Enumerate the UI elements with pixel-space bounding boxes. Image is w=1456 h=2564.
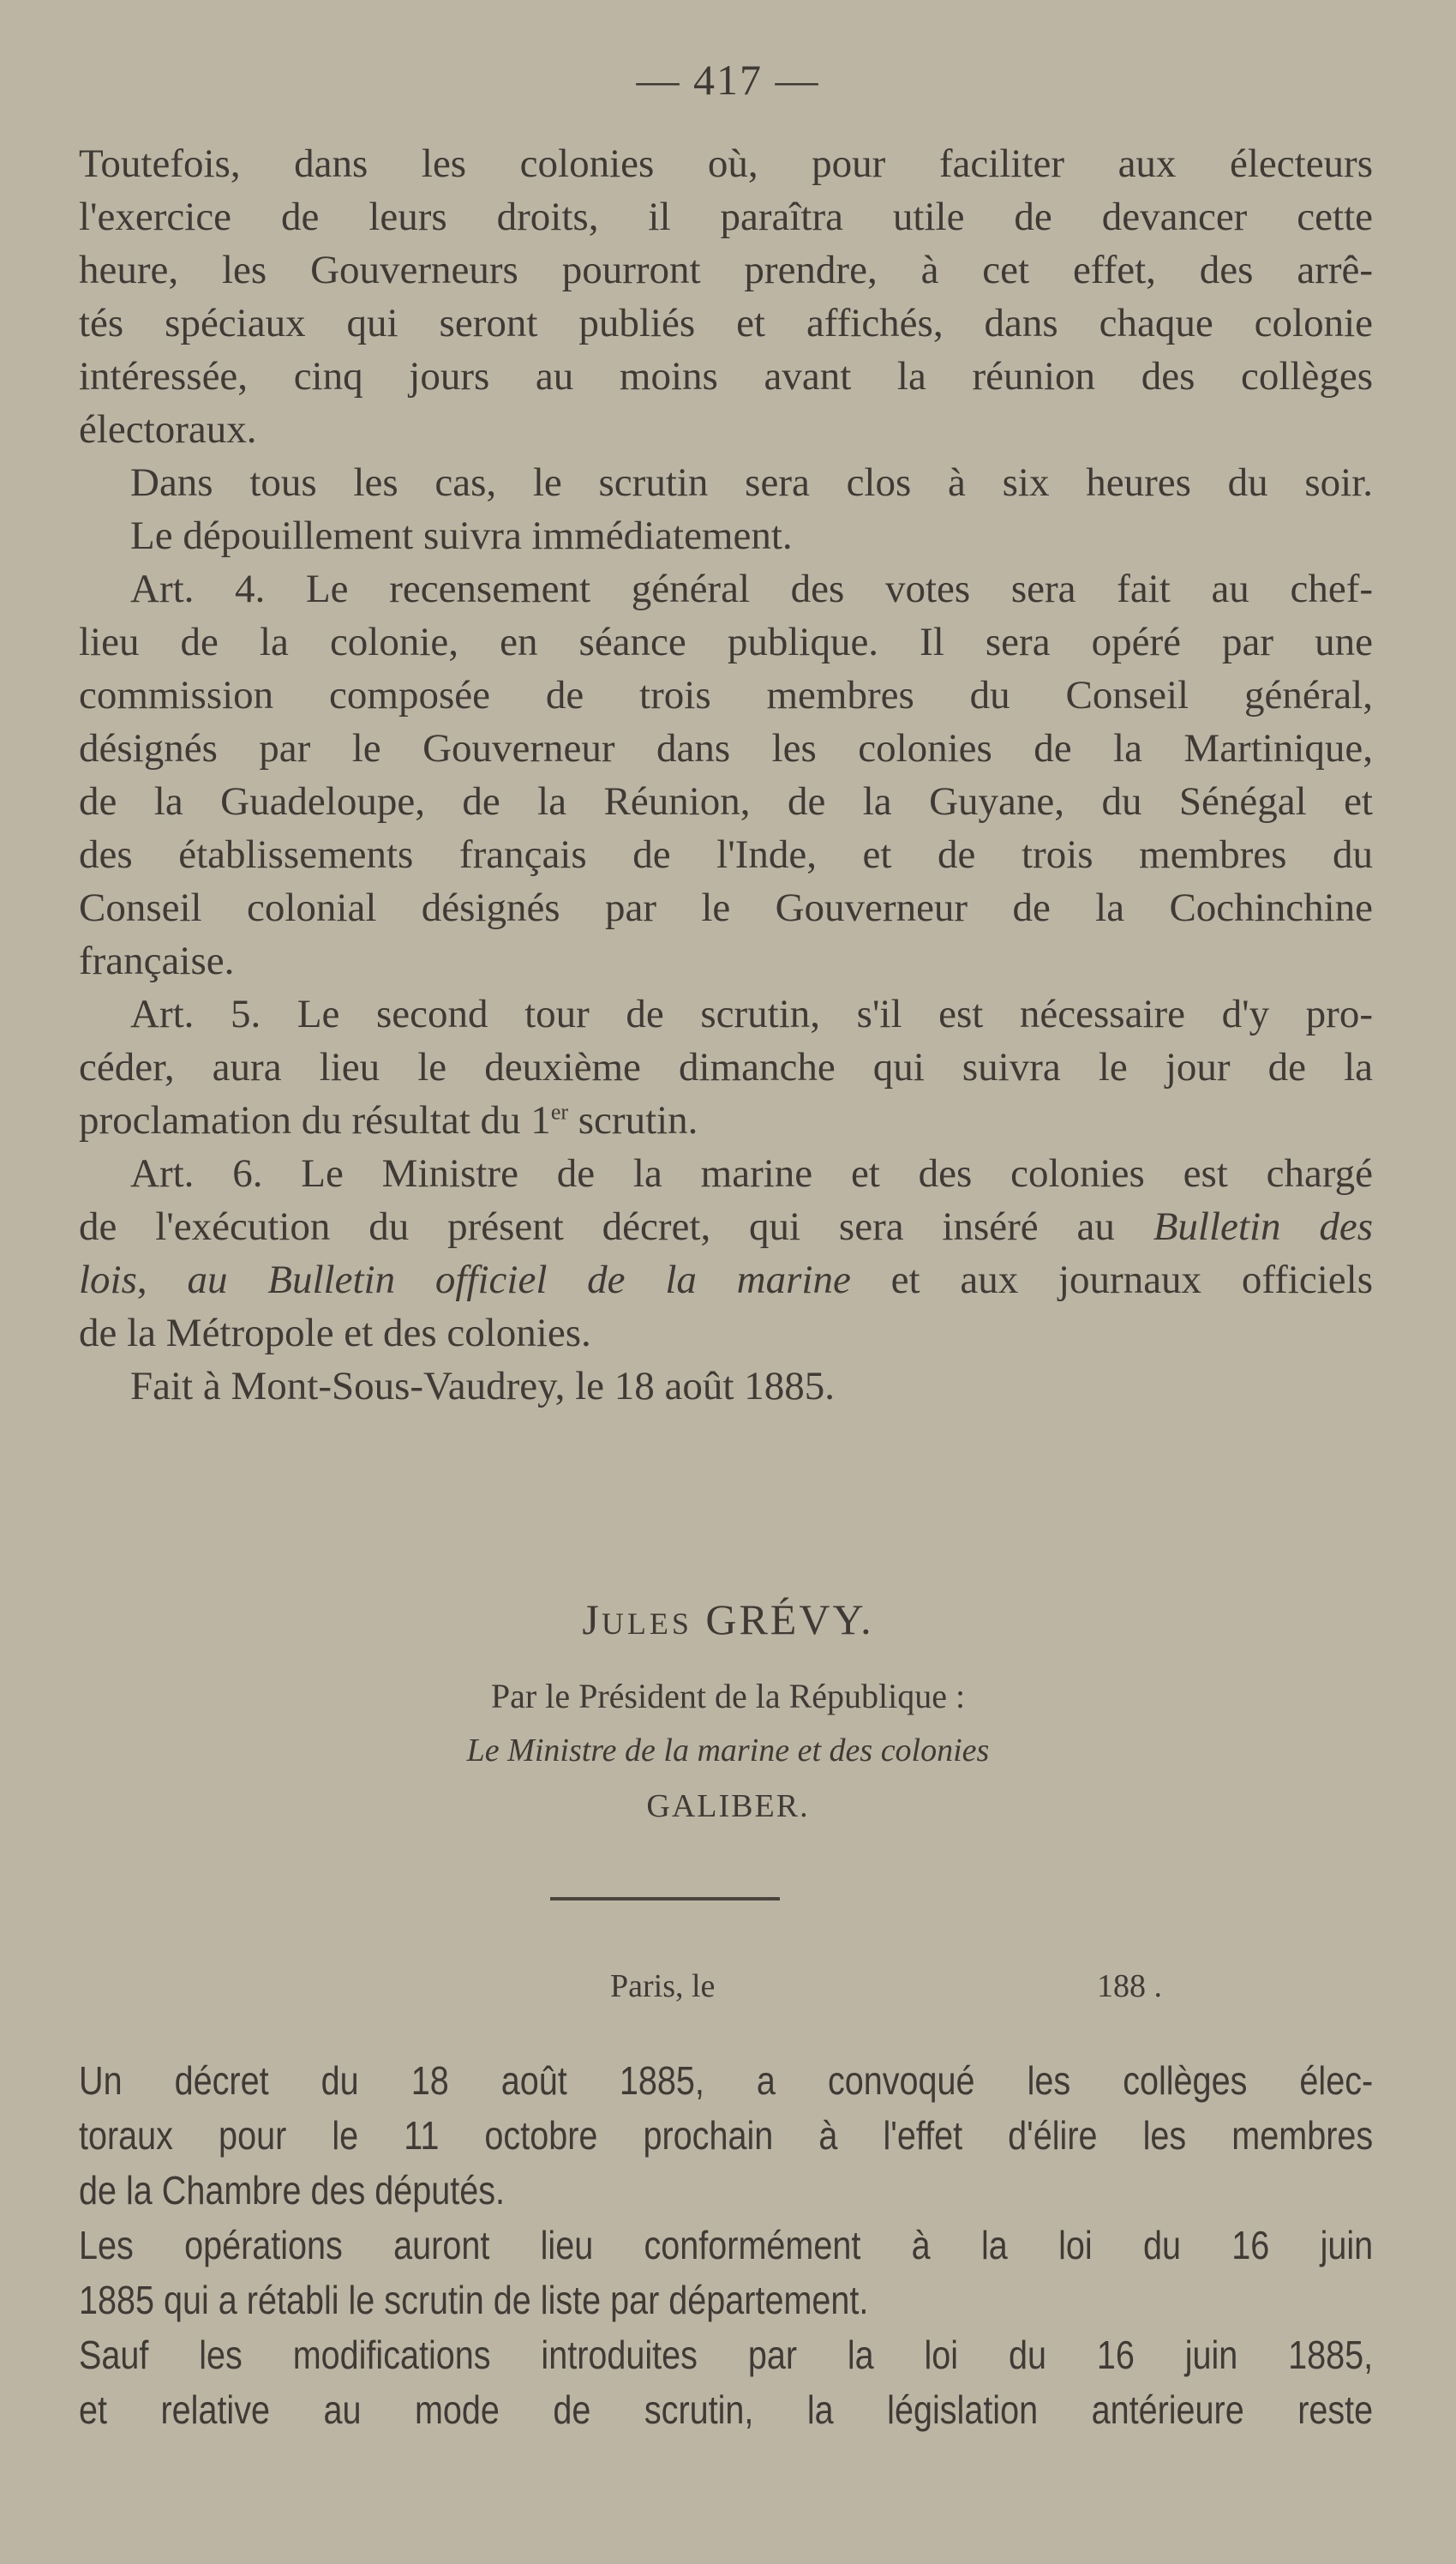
divider [550,1897,780,1900]
text-line [79,1253,1373,1306]
text-line: désignés par le Gouverneur dans les colonies de la Martinique, [79,726,1373,771]
signature-last: GRÉVY. [705,1595,874,1643]
text-line: Sauf les modifications introduites par la loi du 16 juin 1885, [79,2333,1374,2377]
text-span: proclamation du résultat du 1 [79,1098,551,1143]
text-line [79,1200,1373,1253]
text-line: 1885 qui a rétabli le scrutin de liste par département. [79,2278,869,2322]
text-line: toraux pour le 11 octobre prochain à l'effet d'élire les membres [79,2113,1374,2158]
text-line: Un décret du 18 août 1885, a convoqué les collèges élec- [79,2058,1374,2103]
text-span: et aux journaux officiels [850,1258,1373,1302]
text-line: Le dépouillement suivra immédiatement. [130,513,793,558]
text-line: heure, les Gouverneurs pourront prendre, à cet effet, des arrê- [79,248,1373,292]
dateline-year: 188 . [1097,1968,1162,2004]
text-line: de la Chambre des députés. [79,2168,506,2213]
text-line: et relative au mode de scrutin, la législation antérieure reste [79,2387,1374,2432]
circular-text [79,2053,1373,2437]
text-line: électoraux. [79,407,257,452]
text-line: Dans tous les cas, le scrutin sera clos à six heures du soir. [130,460,1373,505]
decree-text [79,137,1373,1413]
signature-first-rest: ULES [601,1606,692,1641]
minister-title: Le Ministre de la marine et des colonies [466,1732,990,1768]
text-span: de l'exécution du présent décret, qui sera inséré au [79,1204,1153,1249]
text-line: céder, aura lieu le deuxième dimanche qui suivra le jour de la [79,1045,1373,1090]
text-line: de la Guadeloupe, de la Réunion, de la Guyane, du Sénégal et [79,779,1373,824]
text-line [79,1094,1373,1147]
text-line: commission composée de trois membres du Conseil général, [79,673,1373,718]
text-span: , [136,1258,188,1302]
text-line: tés spéciaux qui seront publiés et affichés, dans chaque colonie [79,301,1373,345]
signature-initial: J [582,1595,602,1643]
text-line: Les opérations auront lieu conformément à la loi du 16 juin [79,2223,1374,2267]
article-4-line: Art. 4. Le recensement général des votes sera fait au chef- [130,567,1373,611]
text-line: Conseil colonial désignés par le Gouverneur de la Cochinchine [79,886,1373,930]
text-line: des établissements français de l'Inde, et de trois membres du [79,832,1373,877]
article-5-line: Art. 5. Le second tour de scrutin, s'il est nécessaire d'y pro- [130,992,1373,1036]
text-line: l'exercice de leurs droits, il paraîtra utile de devancer cette [79,195,1373,239]
text-line: lieu de la colonie, en séance publique. Il sera opéré par une [79,620,1373,664]
text-line: française. [79,939,235,983]
article-6-line: Art. 6. Le Ministre de la marine et des colonies est chargé [130,1151,1373,1196]
text-span: scrutin. [568,1098,698,1143]
page-number: — 417 — [636,56,820,104]
fait-line: Fait à Mont-Sous-Vaudrey, le 18 août 1885. [130,1364,835,1408]
minister-name: GALIBER. [646,1788,810,1824]
text-line: Toutefois, dans les colonies où, pour faciliter aux électeurs [79,141,1373,186]
italic-text: au Bulletin officiel de la marine [187,1258,851,1302]
signature-name [0,1594,1456,1644]
italic-text: Bulletin des [1153,1204,1373,1249]
text-line: de la Métropole et des colonies. [79,1311,591,1355]
by-president: Par le Président de la République : [490,1677,966,1715]
superscript: er [550,1099,569,1125]
text-line: intéressée, cinq jours au moins avant la réunion des collèges [79,354,1373,399]
italic-text: lois [79,1258,137,1302]
dateline-place: Paris, le [610,1968,716,2004]
